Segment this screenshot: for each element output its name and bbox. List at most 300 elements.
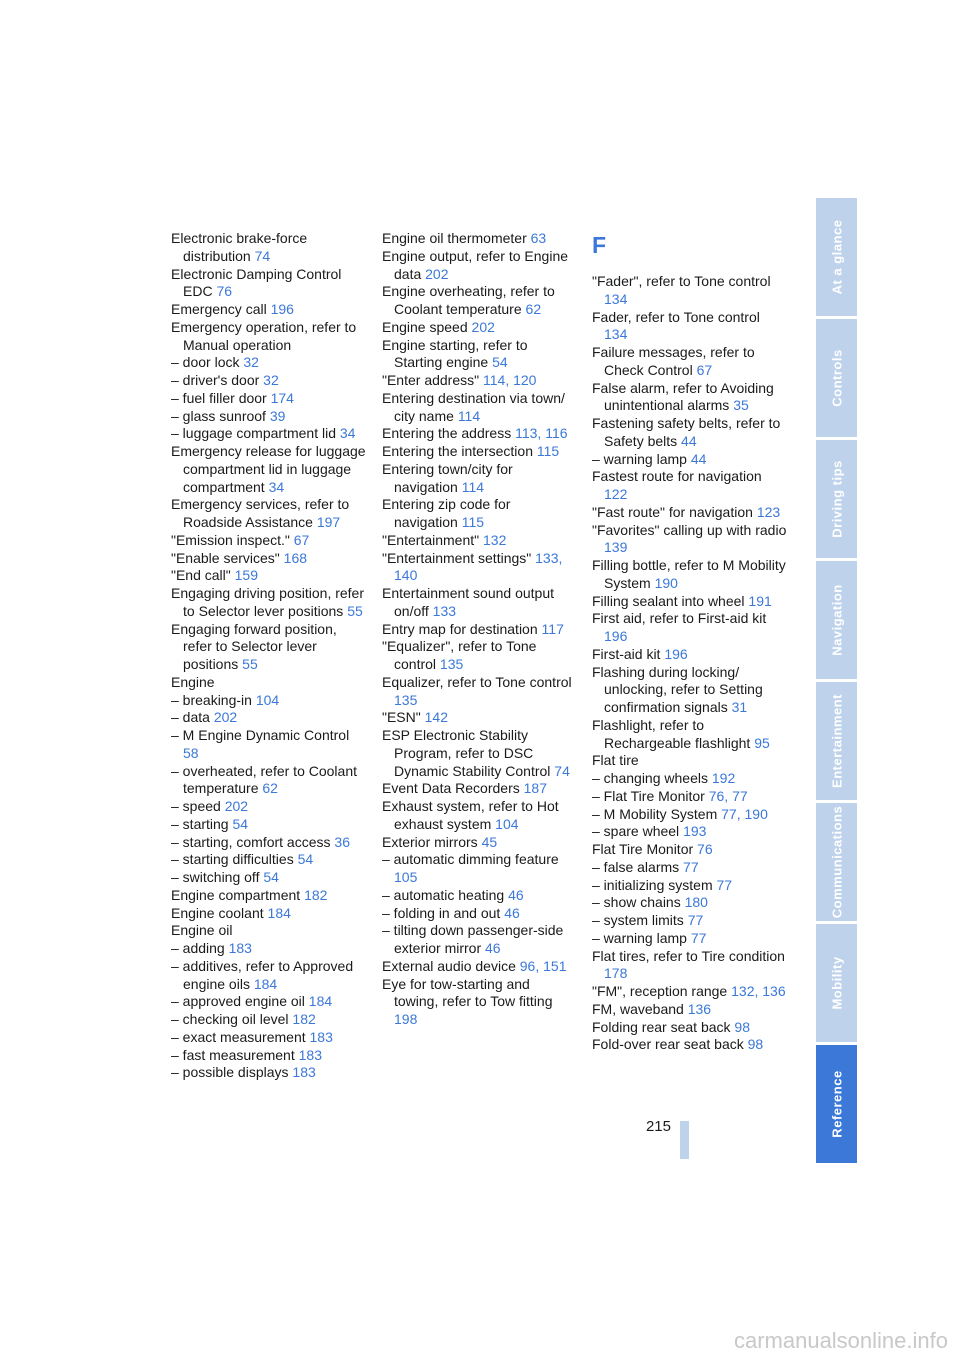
- page-link[interactable]: 132: [731, 983, 755, 999]
- page-link[interactable]: 76: [708, 787, 725, 804]
- index-entry: [592, 344, 787, 380]
- page-link[interactable]: 183: [228, 940, 252, 956]
- page-link[interactable]: 142: [424, 709, 448, 726]
- page-number-bar: [680, 1121, 689, 1159]
- page-link[interactable]: 31: [731, 699, 748, 715]
- index-entry: [592, 752, 787, 770]
- index-entry-text: Engine oil: [171, 922, 233, 939]
- index-entry-text: ESP Electronic Stability Program, refer to DSC Dynamic Stability Control: [382, 727, 551, 779]
- index-entry-text: – approved engine oil: [171, 993, 305, 1010]
- index-entry-text: "Emission inspect.": [171, 531, 290, 548]
- page-link[interactable]: 116: [545, 425, 568, 442]
- index-entry-text: – spare wheel: [592, 823, 680, 840]
- index-entry: [592, 664, 787, 717]
- index-entry: [171, 940, 366, 958]
- index-entry-text: Engine coolant: [171, 904, 264, 921]
- page-link[interactable]: 180: [684, 894, 708, 911]
- index-entry: [171, 496, 366, 532]
- index-entry: [592, 522, 787, 558]
- page-link[interactable]: 122: [604, 486, 628, 502]
- index-entry: [382, 230, 577, 248]
- index-entry-text: Fold-over rear seat back: [592, 1036, 744, 1053]
- index-entry: [171, 763, 366, 799]
- index-entry: [171, 390, 366, 408]
- index-entry: [382, 780, 577, 798]
- index-entry: [382, 958, 577, 976]
- index-entry-text: Fader, refer to Tone control: [592, 308, 760, 325]
- index-entry: [382, 798, 577, 834]
- side-tab-mobility[interactable]: [816, 924, 857, 1042]
- side-tab-label: Navigation: [829, 584, 844, 656]
- index-entry: [171, 958, 366, 994]
- page-link[interactable]: 55: [347, 602, 363, 619]
- page-link[interactable]: 202: [213, 709, 238, 726]
- index-entry: [171, 692, 366, 710]
- page-link[interactable]: 151: [543, 957, 567, 974]
- page-link[interactable]: 74: [254, 247, 271, 264]
- page-link[interactable]: 132: [483, 531, 507, 548]
- section-letter: F: [592, 232, 607, 258]
- index-entry-text: – M Mobility System: [592, 805, 718, 822]
- index-entry: [592, 1019, 787, 1037]
- page-link[interactable]: 196: [664, 645, 688, 662]
- index-entry: [171, 1047, 366, 1065]
- page-link[interactable]: 197: [316, 514, 341, 530]
- page-link[interactable]: 113: [515, 425, 538, 442]
- side-tab-label: Entertainment: [829, 694, 844, 788]
- index-entry-text: – false alarms: [592, 858, 680, 875]
- index-entry-text: Emergency operation, refer to Manual operation: [171, 318, 357, 353]
- index-column-2: [382, 230, 577, 1029]
- page-link[interactable]: 115: [461, 514, 485, 530]
- side-tab-reference[interactable]: [816, 1045, 857, 1163]
- index-entry-text: Entering the intersection: [382, 443, 533, 459]
- page-link[interactable]: 134: [604, 290, 628, 307]
- index-entry: [171, 301, 366, 319]
- index-entry: [382, 905, 577, 923]
- index-entry-text: Engaging driving position, refer to Selector lever positions: [171, 585, 365, 619]
- index-column-3: [592, 230, 787, 1054]
- index-entry: [171, 372, 366, 390]
- index-entry: [382, 390, 577, 426]
- page-link[interactable]: 77: [687, 912, 704, 928]
- index-entry-text: – starting, comfort access: [171, 833, 331, 850]
- index-entry: [592, 504, 787, 522]
- page-separator: ,: [754, 983, 759, 999]
- index-entry-text: Engine output, refer to Engine data: [382, 247, 569, 282]
- index-entry: [171, 425, 366, 443]
- index-entry: [382, 461, 577, 497]
- index-entry-text: Eye for tow-starting and towing, refer to Tow fitting: [382, 975, 553, 1010]
- index-entry-text: – switching off: [171, 869, 260, 885]
- index-entry-text: – overheated, refer to Coolant temperature: [171, 762, 358, 797]
- page-link[interactable]: 58: [183, 744, 199, 761]
- index-entry: [592, 468, 787, 504]
- index-entry-text: Entering destination via town/ city name: [382, 389, 565, 424]
- page-link[interactable]: 45: [481, 833, 498, 850]
- index-entry-text: FM, waveband: [592, 1000, 684, 1017]
- index-entry-text: – M Engine Dynamic Control: [171, 727, 350, 743]
- page-link[interactable]: 135: [394, 691, 418, 708]
- page-link[interactable]: 117: [541, 620, 564, 637]
- page-link[interactable]: 104: [495, 815, 519, 832]
- index-entry: [171, 230, 366, 266]
- page-link[interactable]: 77: [690, 929, 707, 946]
- index-entry-text: – folding in and out: [382, 904, 501, 921]
- index-entry-text: – automatic dimming feature: [382, 851, 559, 868]
- page-link[interactable]: 183: [298, 1046, 322, 1063]
- index-entry: [382, 709, 577, 727]
- page-link[interactable]: 98: [747, 1036, 764, 1053]
- index-entry: [592, 1001, 787, 1019]
- page-link[interactable]: 67: [293, 531, 310, 548]
- index-entry: [171, 922, 366, 940]
- page-link[interactable]: 192: [711, 770, 736, 786]
- index-entry-text: Flat Tire Monitor: [592, 841, 694, 857]
- index-entry-text: Electronic Damping Control EDC: [171, 265, 342, 300]
- index-entry: [171, 1029, 366, 1047]
- page-link[interactable]: 54: [232, 815, 249, 832]
- side-tabs: [816, 198, 857, 1166]
- index-entry: [382, 496, 577, 532]
- page-link[interactable]: 136: [762, 983, 786, 999]
- index-entry-text: Entertainment sound output on/off: [382, 585, 555, 619]
- index-entry: [382, 248, 577, 284]
- index-entry: [171, 834, 366, 852]
- index-entry-text: "FM", reception range: [592, 983, 728, 999]
- index-entry: [171, 1011, 366, 1029]
- index-entry: [592, 646, 787, 664]
- side-tab-at-a-glance[interactable]: [816, 198, 857, 316]
- page-link[interactable]: 34: [339, 425, 356, 442]
- page-link[interactable]: 95: [754, 734, 770, 751]
- index-entry: [592, 841, 787, 859]
- page-link[interactable]: 182: [304, 886, 328, 903]
- index-entry: [171, 869, 366, 887]
- page-link[interactable]: 77: [683, 858, 699, 875]
- index-entry: [382, 585, 577, 621]
- page-link[interactable]: 46: [508, 886, 524, 903]
- index-entry: [382, 621, 577, 639]
- index-entry-text: – fuel filler door: [171, 389, 267, 406]
- index-entry-text: – changing wheels: [592, 770, 708, 786]
- index-entry: [171, 585, 366, 621]
- page-link[interactable]: 159: [234, 567, 258, 584]
- index-entry-text: – starting: [171, 815, 229, 832]
- index-entry: [171, 798, 366, 816]
- index-entry: [171, 266, 366, 302]
- page-link[interactable]: 202: [425, 265, 449, 282]
- index-entry-text: Flat tires, refer to Tire condition: [592, 947, 785, 964]
- index-entry-text: "Fast route" for navigation: [592, 503, 753, 520]
- page-link[interactable]: 77: [716, 876, 733, 893]
- watermark: carmanualsonline.info: [733, 1328, 948, 1353]
- index-entry: [592, 557, 787, 593]
- page-link[interactable]: 184: [267, 904, 291, 921]
- page-link[interactable]: 193: [683, 823, 707, 840]
- index-entry-text: – adding: [171, 940, 225, 956]
- page-link[interactable]: 136: [687, 1000, 712, 1017]
- page-link[interactable]: 98: [734, 1018, 750, 1035]
- index-entry: [592, 273, 787, 309]
- page-link[interactable]: 139: [604, 539, 628, 556]
- side-tab-navigation[interactable]: [816, 561, 857, 679]
- index-entry: [171, 354, 366, 372]
- page-link[interactable]: 35: [733, 397, 749, 414]
- index-entry: [382, 976, 577, 1029]
- page-separator: ,: [558, 549, 563, 566]
- page-link[interactable]: 62: [262, 780, 278, 797]
- index-entry-text: Engine compartment: [171, 886, 301, 903]
- index-entry: [382, 319, 577, 337]
- index-entry-text: Engaging forward position, refer to Selector lever positions: [171, 620, 337, 672]
- page-link[interactable]: 168: [283, 549, 308, 566]
- index-entry: [171, 905, 366, 923]
- index-entry: [171, 887, 366, 905]
- index-entry: [171, 550, 366, 568]
- index-entry: [382, 425, 577, 443]
- index-entry: [171, 727, 366, 763]
- index-entry-text: Entering town/city for navigation: [382, 460, 513, 495]
- index-entry: [592, 948, 787, 984]
- index-entry: [592, 788, 787, 806]
- index-entry-text: Emergency services, refer to Roadside Assistance: [171, 496, 350, 530]
- page-link[interactable]: 76: [697, 841, 713, 857]
- page-link[interactable]: 133: [432, 602, 457, 619]
- index-entry-text: Emergency release for luggage compartment lid in luggage compartment: [171, 443, 366, 495]
- index-entry-text: Flashing during locking/ unlocking, refer to Setting confirmation signals: [592, 663, 763, 715]
- side-tab-driving-tips[interactable]: [816, 440, 857, 558]
- side-tab-label: Controls: [829, 349, 844, 407]
- page-link[interactable]: 77: [721, 805, 737, 822]
- index-entry-text: – glass sunroof: [171, 407, 266, 424]
- page-link[interactable]: 32: [243, 354, 259, 371]
- index-entry: [382, 372, 577, 390]
- page-link[interactable]: 44: [681, 432, 697, 449]
- page-link[interactable]: 54: [263, 869, 279, 885]
- index-entry-text: "ESN": [382, 709, 421, 726]
- page-link[interactable]: 104: [255, 691, 280, 708]
- index-entry-text: Folding rear seat back: [592, 1018, 731, 1035]
- index-entry: [171, 443, 366, 496]
- side-tab-communications[interactable]: [816, 803, 857, 921]
- index-entry-text: First aid, refer to First-aid kit: [592, 610, 767, 627]
- page-link[interactable]: 182: [292, 1011, 316, 1027]
- index-entry-text: Entering zip code for navigation: [382, 496, 511, 530]
- page-link[interactable]: 135: [439, 656, 464, 672]
- index-entry-text: Engine starting, refer to Starting engine: [382, 336, 528, 371]
- index-entry-text: – luggage compartment lid: [171, 425, 336, 442]
- side-tab-entertainment[interactable]: [816, 682, 857, 800]
- page-link[interactable]: 34: [268, 478, 285, 495]
- page-link[interactable]: 55: [242, 656, 258, 672]
- page-link[interactable]: 63: [530, 230, 547, 246]
- index-entry: [592, 877, 787, 895]
- index-entry-text: – fast measurement: [171, 1046, 295, 1063]
- index-entry: [171, 621, 366, 674]
- index-entry: [592, 309, 787, 345]
- page-link[interactable]: 46: [485, 940, 501, 956]
- index-entry-text: – exact measurement: [171, 1028, 306, 1045]
- index-entry-text: – possible displays: [171, 1064, 289, 1081]
- index-entry-text: "Entertainment settings": [382, 549, 532, 566]
- page-link[interactable]: 183: [309, 1028, 333, 1045]
- page-link[interactable]: 76: [216, 283, 233, 300]
- page-separator: ,: [724, 787, 729, 804]
- page-link[interactable]: 67: [696, 361, 713, 378]
- index-entry: [171, 816, 366, 834]
- index-entry-text: – show chains: [592, 894, 681, 911]
- index-entry-text: – warning lamp: [592, 929, 687, 946]
- page-link[interactable]: 32: [263, 372, 279, 388]
- index-entry-text: – checking oil level: [171, 1011, 289, 1027]
- side-tab-label: Reference: [829, 1070, 844, 1138]
- page-link[interactable]: 202: [224, 798, 249, 814]
- page-link[interactable]: 120: [513, 372, 537, 388]
- index-entry: [592, 823, 787, 841]
- page-separator: ,: [535, 957, 540, 974]
- page-link[interactable]: 134: [604, 326, 628, 343]
- page-link[interactable]: 187: [523, 780, 547, 797]
- page-link[interactable]: 54: [297, 851, 314, 868]
- page-link[interactable]: 198: [394, 1011, 418, 1027]
- index-entry-text: – initializing system: [592, 876, 713, 893]
- index-entry-text: Exhaust system, refer to Hot exhaust system: [382, 798, 559, 832]
- index-entry: [171, 319, 366, 355]
- index-entry: [592, 859, 787, 877]
- index-entry-text: Filling sealant into wheel: [592, 592, 745, 609]
- index-entry-text: "End call": [171, 567, 231, 584]
- page-link[interactable]: 36: [334, 833, 350, 850]
- index-entry: [592, 380, 787, 416]
- index-entry-text: External audio device: [382, 957, 516, 974]
- page-link[interactable]: 190: [654, 574, 678, 591]
- index-entry-text: – starting difficulties: [171, 851, 294, 868]
- index-entry-text: False alarm, refer to Avoiding unintentional alarms: [592, 379, 774, 414]
- index-entry: [171, 993, 366, 1011]
- index-entry-text: Engine overheating, refer to Coolant temperature: [382, 283, 555, 317]
- index-entry-text: Event Data Recorders: [382, 780, 520, 797]
- page-link[interactable]: 202: [471, 318, 495, 335]
- index-entry: [592, 770, 787, 788]
- index-entry: [592, 717, 787, 753]
- index-entry: [171, 674, 366, 692]
- side-tab-label: Mobility: [829, 956, 844, 1010]
- index-entry: [382, 443, 577, 461]
- page-number: 215: [645, 1118, 671, 1135]
- page-link[interactable]: 44: [690, 450, 707, 467]
- page-link[interactable]: 140: [394, 567, 418, 584]
- index-entry-text: Engine: [171, 673, 215, 690]
- index-entry-text: "Fader", refer to Tone control: [592, 273, 771, 289]
- page-separator: ,: [736, 805, 741, 822]
- index-entry-text: Entry map for destination: [382, 620, 538, 637]
- page-separator: ,: [505, 372, 510, 388]
- page-link[interactable]: 46: [504, 904, 520, 921]
- page-link[interactable]: 133: [535, 549, 559, 566]
- page-link[interactable]: 196: [604, 628, 628, 644]
- page-link[interactable]: 183: [292, 1064, 316, 1081]
- index-entry-text: Fastening safety belts, refer to Safety belts: [592, 415, 781, 449]
- page-link[interactable]: 184: [253, 975, 278, 992]
- page-separator: ,: [537, 425, 542, 442]
- index-entry-text: – automatic heating: [382, 886, 505, 903]
- index-entry-text: – breaking-in: [171, 691, 252, 708]
- index-entry-text: – additives, refer to Approved engine oils: [171, 957, 354, 992]
- index-entry-text: Flat tire: [592, 752, 639, 769]
- index-entry: [592, 1036, 787, 1054]
- page-link[interactable]: 184: [308, 993, 333, 1010]
- index-entry: [592, 983, 787, 1001]
- page-link[interactable]: 191: [748, 592, 772, 609]
- index-entry-text: – system limits: [592, 912, 684, 928]
- page-link[interactable]: 114: [483, 372, 506, 388]
- page-link[interactable]: 174: [270, 389, 294, 406]
- index-entry: [592, 593, 787, 611]
- index-entry-text: First-aid kit: [592, 645, 661, 662]
- index-entry-text: "Enable services": [171, 549, 280, 566]
- index-entry: [592, 610, 787, 646]
- index-entry: [171, 408, 366, 426]
- index-entry-text: "Equalizer", refer to Tone control: [382, 638, 537, 672]
- index-entry: [592, 894, 787, 912]
- index-entry: [171, 709, 366, 727]
- index-entry-text: Flashlight, refer to Rechargeable flashlight: [592, 716, 751, 751]
- index-entry-text: – data: [171, 709, 210, 726]
- index-entry: [382, 922, 577, 958]
- page-link[interactable]: 54: [492, 354, 508, 371]
- index-entry-text: Electronic brake-force distribution: [171, 230, 308, 264]
- side-tab-controls[interactable]: [816, 319, 857, 437]
- side-tab-label: Communications: [829, 805, 844, 919]
- page-link[interactable]: 190: [744, 805, 768, 822]
- page-link[interactable]: 178: [604, 965, 628, 982]
- index-entry: [382, 727, 577, 780]
- page-link[interactable]: 62: [525, 301, 542, 317]
- index-entry-text: – speed: [171, 798, 221, 814]
- page-link[interactable]: 96: [519, 957, 536, 974]
- index-entry: [592, 806, 787, 824]
- index-entry-text: – driver's door: [171, 372, 260, 388]
- index-entry: [382, 638, 577, 674]
- page-link[interactable]: 74: [554, 762, 570, 779]
- index-entry-text: "Entertainment": [382, 531, 480, 548]
- index-entry: [171, 851, 366, 869]
- index-entry: [382, 834, 577, 852]
- index-entry: [171, 532, 366, 550]
- index-entry: [382, 887, 577, 905]
- page-link[interactable]: 77: [732, 787, 748, 804]
- page-link[interactable]: 105: [394, 869, 418, 885]
- index-entry: [592, 930, 787, 948]
- index-entry-text: Engine speed: [382, 318, 468, 335]
- index-entry-text: – tilting down passenger-side exterior mirror: [382, 922, 564, 956]
- page-link[interactable]: 115: [536, 443, 560, 459]
- index-entry-text: Exterior mirrors: [382, 833, 478, 850]
- index-column-1: [171, 230, 366, 1082]
- index-entry: [171, 567, 366, 585]
- index-entry: [382, 674, 577, 710]
- index-entry-text: Fastest route for navigation: [592, 468, 762, 485]
- page-link[interactable]: 196: [270, 301, 294, 317]
- index-entry: [592, 451, 787, 469]
- index-entry-text: "Enter address": [382, 372, 480, 388]
- page-link[interactable]: 123: [756, 503, 781, 520]
- page-link[interactable]: 114: [457, 407, 481, 424]
- page-link[interactable]: 114: [461, 478, 485, 495]
- index-entry-text: Equalizer, refer to Tone control: [382, 673, 572, 690]
- page-link[interactable]: 39: [269, 407, 286, 424]
